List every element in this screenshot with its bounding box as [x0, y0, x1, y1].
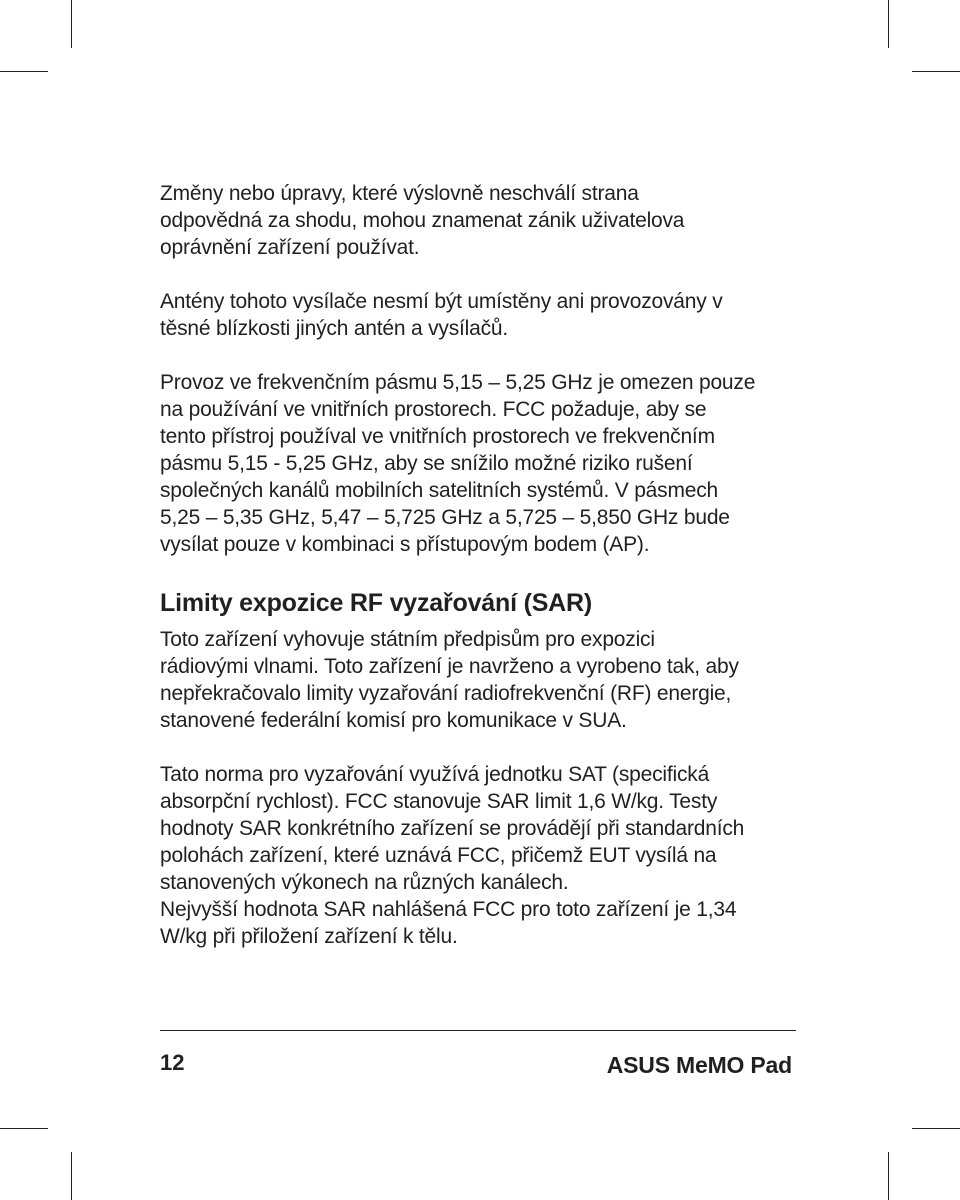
crop-mark-top-right-vertical: [888, 0, 889, 48]
crop-mark-top-left-vertical: [71, 0, 72, 48]
crop-mark-top-right-horizontal: [912, 71, 960, 72]
footer-divider: [160, 1030, 796, 1031]
paragraph-frequency-band: Provoz ve frekvenčním pásmu 5,15 – 5,25 GHz je omezen pouze na používání ve vnitřních prostorech. FCC požaduje, aby se tento přístroj používal ve vnitřních prostorech ve frekvenčním pásmu 5,15 - 5,25 GHz, aby se snížilo možné riziko rušení společných kanálů mobilních satelitních systémů. V pásmech 5,25 – 5,35 GHz, 5,47 – 5,725 GHz a 5,725 – 5,850 GHz bude vysílat pouze v kombinaci s přístupovým bodem (AP).: [160, 371, 756, 556]
crop-mark-bottom-right-horizontal: [912, 1128, 960, 1129]
paragraph-sar-highest-value: Nejvyšší hodnota SAR nahlášená FCC pro toto zařízení je 1,34 W/kg při přiložení zařízení k tělu.: [160, 898, 737, 948]
page-number: 12: [160, 1050, 185, 1075]
paragraph-antenna-placement: Antény tohoto vysílače nesmí být umístěny ani provozovány v těsné blízkosti jiných antén a vysílačů.: [160, 290, 723, 340]
product-name: ASUS MeMO Pad: [606, 1052, 792, 1078]
paragraph-sar-compliance: Toto zařízení vyhovuje státním předpisům pro expozici rádiovými vlnami. Toto zařízení je navrženo a vyrobeno tak, aby nepřekračovalo limity vyzařování radiofrekvenční (RF) energie, stanovené federální komisí pro komunikace v SUA.: [160, 628, 739, 732]
section-heading-sar: Limity expozice RF vyzařování (SAR): [160, 589, 593, 617]
paragraph-modifications-warning: Změny nebo úpravy, které výslovně neschválí strana odpovědná za shodu, mohou znamenat zánik uživatelova oprávnění zařízení používat.: [160, 182, 685, 259]
crop-mark-bottom-right-vertical: [888, 1152, 889, 1200]
crop-mark-bottom-left-vertical: [71, 1152, 72, 1200]
crop-mark-top-left-horizontal: [0, 71, 48, 72]
paragraph-sar-standard: Tato norma pro vyzařování využívá jednotku SAT (specifická absorpční rychlost). FCC stanovuje SAR limit 1,6 W/kg. Testy hodnoty SAR konkrétního zařízení se provádějí při standardních polohách zařízení, které uznává FCC, přičemž EUT vysílá na stanovených výkonech na různých kanálech.: [160, 763, 745, 894]
crop-mark-bottom-left-horizontal: [0, 1128, 48, 1129]
page-content: [160, 180, 820, 950]
